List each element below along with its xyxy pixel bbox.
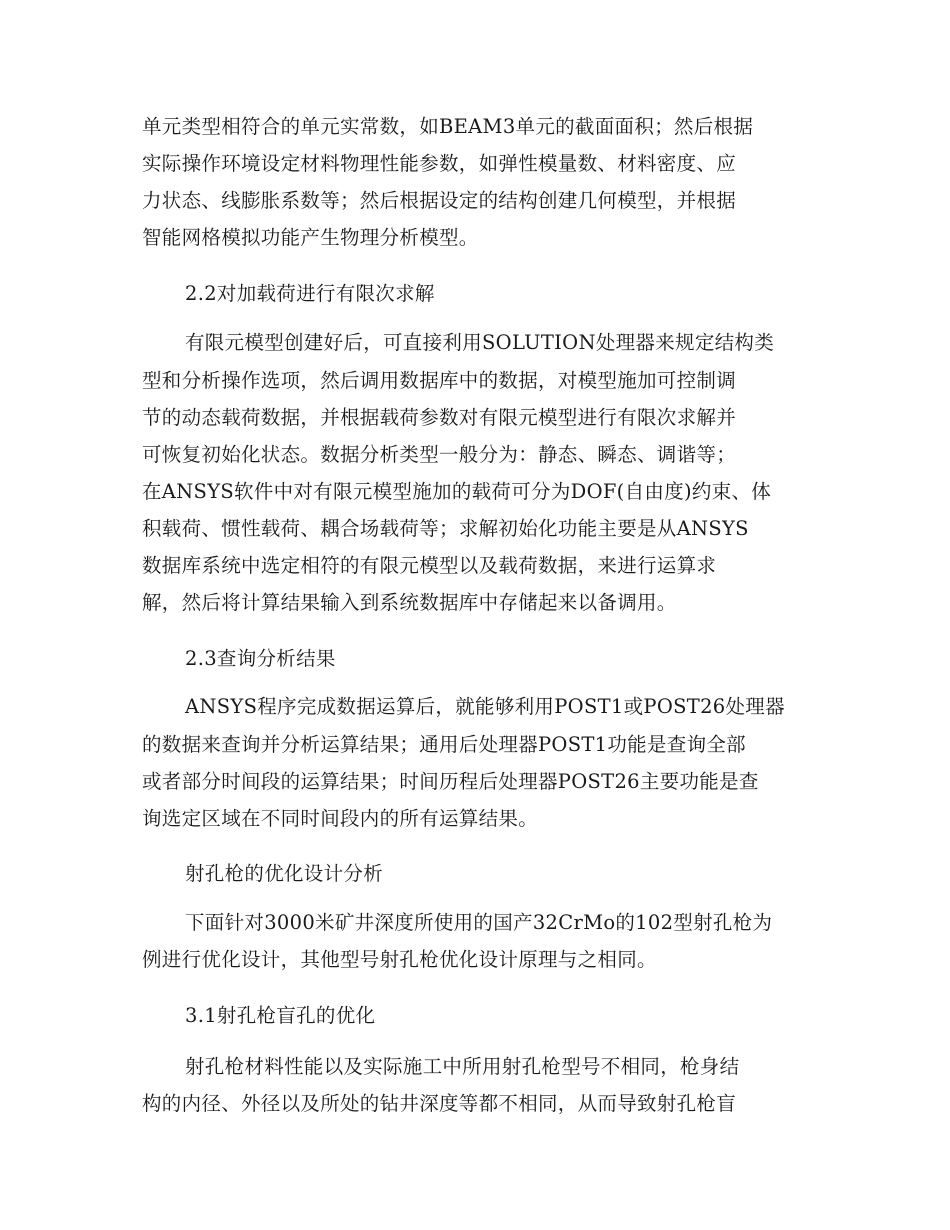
section-heading-2-2: 2.2对加载荷进行有限次求解 bbox=[185, 282, 435, 305]
section-heading-3: 射孔枪的优化设计分析 bbox=[185, 862, 384, 885]
paragraph-line: 有限元模型创建好后，可直接利用SOLUTION处理器来规定结构类 bbox=[185, 331, 775, 354]
paragraph-line: 实际操作环境设定材料物理性能参数，如弹性模量数、材料密度、应 bbox=[142, 152, 737, 175]
paragraph-line: ANSYS程序完成数据运算后，就能够利用POST1或POST26处理器 bbox=[185, 695, 785, 718]
section-heading-2-3: 2.3查询分析结果 bbox=[185, 647, 336, 670]
paragraph-line: 询选定区域在不同时间段内的所有运算结果。 bbox=[142, 807, 539, 830]
paragraph-line: 构的内径、外径以及所处的钻井深度等都不相同，从而导致射孔枪盲 bbox=[142, 1092, 737, 1115]
paragraph-line: 的数据来查询并分析运算结果；通用后处理器POST1功能是查询全部 bbox=[142, 733, 746, 756]
paragraph-line: 单元类型相符合的单元实常数，如BEAM3单元的截面面积；然后根据 bbox=[142, 115, 754, 138]
paragraph-line: 型和分析操作选项，然后调用数据库中的数据，对模型施加可控制调 bbox=[142, 369, 737, 392]
paragraph-line: 数据库系统中选定相符的有限元模型以及载荷数据，来进行运算求 bbox=[142, 554, 717, 577]
section-heading-3-1: 3.1射孔枪盲孔的优化 bbox=[185, 1004, 376, 1027]
paragraph-line: 下面针对3000米矿井深度所使用的国产32CrMo的102型射孔枪为 bbox=[185, 911, 773, 934]
paragraph-line: 射孔枪材料性能以及实际施工中所用射孔枪型号不相同，枪身结 bbox=[185, 1055, 740, 1078]
paragraph-line: 例进行优化设计，其他型号射孔枪优化设计原理与之相同。 bbox=[142, 948, 657, 971]
paragraph-line: 节的动态载荷数据，并根据载荷参数对有限元模型进行有限次求解并 bbox=[142, 406, 737, 429]
paragraph-line: 解，然后将计算结果输入到系统数据库中存储起来以备调用。 bbox=[142, 591, 677, 614]
paragraph-line: 或者部分时间段的运算结果；时间历程后处理器POST26主要功能是查 bbox=[142, 770, 759, 793]
paragraph-line: 力状态、线膨胀系数等；然后根据设定的结构创建几何模型，并根据 bbox=[142, 189, 737, 212]
paragraph-line: 积载荷、惯性载荷、耦合场载荷等；求解初始化功能主要是从ANSYS bbox=[142, 517, 749, 540]
paragraph-line: 在ANSYS软件中对有限元模型施加的载荷可分为DOF(自由度)约束、体 bbox=[142, 480, 772, 503]
paragraph-line: 智能网格模拟功能产生物理分析模型。 bbox=[142, 226, 479, 249]
paragraph-line: 可恢复初始化状态。数据分析类型一般分为：静态、瞬态、调谐等； bbox=[142, 443, 737, 466]
